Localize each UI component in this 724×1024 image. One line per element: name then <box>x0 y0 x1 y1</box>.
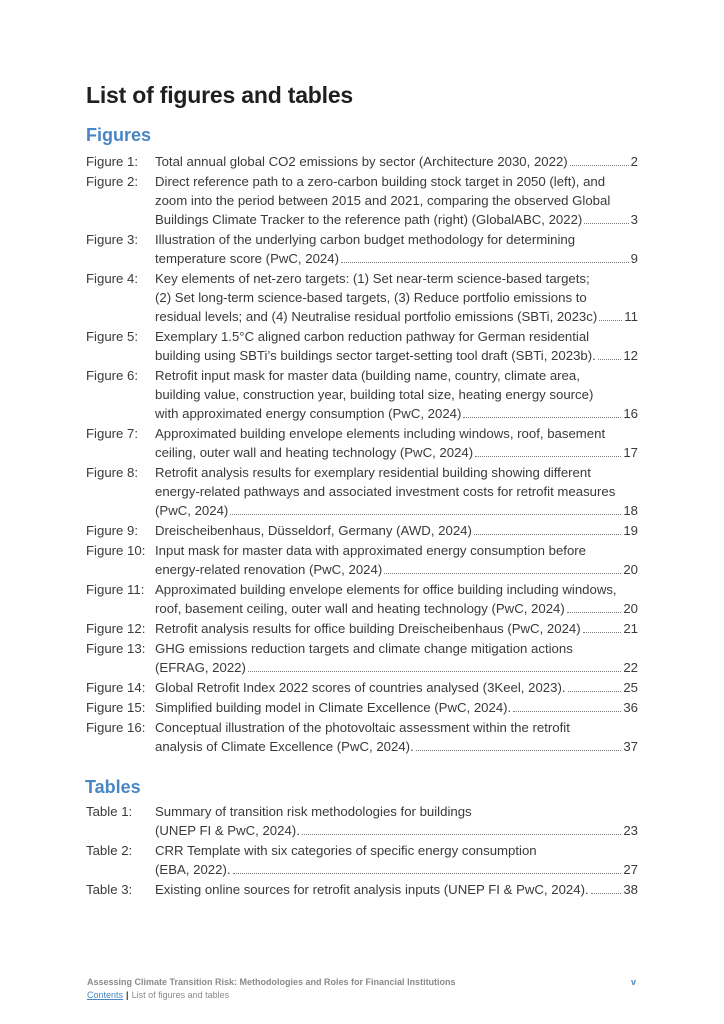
dot-leader <box>475 456 621 457</box>
figure-label: Figure 8: <box>86 465 139 480</box>
figure-caption-line: Approximated building envelope elements for office building including windows, <box>155 582 617 597</box>
figure-caption-line: Illustration of the underlying carbon budget methodology for determining <box>155 232 576 247</box>
table-caption-line: Summary of transition risk methodologies for buildings <box>155 804 472 819</box>
table-entry-2[interactable] <box>86 841 638 879</box>
figure-entry-8[interactable] <box>86 463 638 520</box>
tables-heading: Tables <box>85 777 141 797</box>
figure-entry-10[interactable] <box>86 541 638 579</box>
figure-entry-14[interactable] <box>86 678 638 697</box>
footer <box>87 977 638 1000</box>
figure-caption-line: Retrofit input mask for master data (building name, country, climate area, <box>155 368 580 383</box>
figure-caption <box>155 521 638 540</box>
table-caption-line: (UNEP FI & PwC, 2024). <box>155 823 300 838</box>
figure-label: Figure 1: <box>86 154 139 169</box>
figure-page-number[interactable]: 18 <box>623 503 638 518</box>
figure-label: Figure 10: <box>86 543 146 558</box>
figure-caption-last-line <box>155 152 638 171</box>
dot-leader <box>598 359 622 360</box>
figure-page-number[interactable]: 16 <box>623 406 638 421</box>
dot-leader <box>233 873 622 874</box>
figure-page-number[interactable]: 11 <box>624 309 638 324</box>
dot-leader <box>584 223 628 224</box>
figure-label: Figure 12: <box>86 621 146 636</box>
figure-page-number[interactable]: 2 <box>630 154 638 169</box>
figure-page-number[interactable]: 22 <box>623 660 638 675</box>
figure-caption <box>155 718 638 756</box>
figure-page-number[interactable]: 3 <box>630 212 638 227</box>
figure-caption-line: (EFRAG, 2022) <box>155 660 246 675</box>
figure-caption-line: Retrofit analysis results for exemplary residential building showing different <box>155 465 591 480</box>
figure-caption-line: (PwC, 2024) <box>155 503 229 518</box>
figure-caption <box>155 152 638 171</box>
figure-caption-line: with approximated energy consumption (PwC, 2024) <box>155 406 462 421</box>
figure-entry-3[interactable] <box>86 230 638 268</box>
figure-page-number[interactable]: 36 <box>623 700 638 715</box>
figure-label: Figure 15: <box>86 700 146 715</box>
figure-caption-line: (2) Set long-term science-based targets, (3) Reduce portfolio emissions to <box>155 290 587 305</box>
figure-label: Figure 2: <box>86 174 139 189</box>
figure-label: Figure 16: <box>86 720 146 735</box>
figure-caption-line: Retrofit analysis results for office building Dreischeibenhaus (PwC, 2024) <box>155 621 581 636</box>
figure-caption <box>155 541 638 579</box>
figure-page-number[interactable]: 20 <box>623 601 638 616</box>
figure-page-number[interactable]: 37 <box>623 739 638 754</box>
dot-leader <box>591 893 622 894</box>
tables-list <box>86 802 638 900</box>
dot-leader <box>463 417 621 418</box>
figure-page-number[interactable]: 19 <box>623 523 638 538</box>
figure-caption-last-line <box>155 346 638 365</box>
dot-leader <box>248 671 621 672</box>
figure-caption-line: analysis of Climate Excellence (PwC, 2024). <box>155 739 414 754</box>
figure-caption-line: energy-related pathways and associated investment costs for retrofit measures <box>155 484 616 499</box>
figure-caption-last-line <box>155 599 638 618</box>
figure-entry-11[interactable] <box>86 580 638 618</box>
table-label: Table 3: <box>86 882 133 897</box>
figure-caption-line: temperature score (PwC, 2024) <box>155 251 339 266</box>
figure-caption <box>155 619 638 638</box>
figure-label: Figure 11: <box>86 582 145 597</box>
figure-page-number[interactable]: 25 <box>623 680 638 695</box>
page-title: List of figures and tables <box>86 82 354 108</box>
figure-page-number[interactable]: 20 <box>623 562 638 577</box>
figure-caption-last-line <box>155 737 638 756</box>
figure-caption-last-line <box>155 443 638 462</box>
figure-page-number[interactable]: 17 <box>623 445 638 460</box>
figure-caption-line: building using SBTi’s buildings sector target-setting tool draft (SBTi, 2023b). <box>155 348 596 363</box>
figure-label: Figure 13: <box>86 641 146 656</box>
figure-entry-12[interactable] <box>86 619 638 638</box>
figure-caption <box>155 678 638 697</box>
figure-label: Figure 4: <box>86 271 139 286</box>
figure-caption-last-line <box>155 210 638 229</box>
figure-caption-line: Global Retrofit Index 2022 scores of countries analysed (3Keel, 2023). <box>155 680 566 695</box>
dot-leader <box>513 711 621 712</box>
figure-caption-last-line <box>155 307 638 326</box>
figure-entry-2[interactable] <box>86 172 638 229</box>
breadcrumb-contents-link[interactable]: Contents <box>87 990 124 1000</box>
figure-caption-line: residual levels; and (4) Neutralise residual portfolio emissions (SBTi, 2023c) <box>155 309 598 324</box>
breadcrumb-current: List of figures and tables <box>131 990 230 1000</box>
figure-caption-last-line <box>155 249 638 268</box>
figure-caption-last-line <box>155 501 638 520</box>
breadcrumb-separator: | <box>126 990 129 1000</box>
figure-caption-line: Input mask for master data with approximated energy consumption before <box>155 543 587 558</box>
figure-caption-last-line <box>155 678 638 697</box>
figure-caption-line: Direct reference path to a zero-carbon building stock target in 2050 (left), and <box>155 174 606 189</box>
figure-caption-line: Total annual global CO2 emissions by sector (Architecture 2030, 2022) <box>155 154 568 169</box>
figure-caption-last-line <box>155 619 638 638</box>
figure-caption-line: GHG emissions reduction targets and climate change mitigation actions <box>155 641 573 656</box>
table-caption-line: (EBA, 2022). <box>155 862 231 877</box>
dot-leader <box>384 573 621 574</box>
dot-leader <box>568 691 622 692</box>
table-caption-last-line <box>155 821 638 840</box>
table-caption <box>155 841 638 879</box>
table-caption-line: CRR Template with six categories of specific energy consumption <box>155 843 537 858</box>
figure-page-number[interactable]: 21 <box>623 621 638 636</box>
figure-caption-line: Conceptual illustration of the photovoltaic assessment within the retrofit <box>155 720 570 735</box>
figure-caption <box>155 366 638 423</box>
footer-page-number: v <box>630 977 636 987</box>
figure-caption-line: Exemplary 1.5°C aligned carbon reduction pathway for German residential <box>155 329 590 344</box>
figure-caption <box>155 230 638 268</box>
table-caption <box>155 802 638 840</box>
figure-entry-7[interactable] <box>86 424 638 462</box>
table-caption-line: Existing online sources for retrofit analysis inputs (UNEP FI & PwC, 2024). <box>155 882 589 897</box>
figure-caption-line: Approximated building envelope elements including windows, roof, basement <box>155 426 606 441</box>
figure-caption-line: Dreischeibenhaus, Düsseldorf, Germany (AWD, 2024) <box>155 523 472 538</box>
table-caption-last-line <box>155 860 638 879</box>
figure-caption-line: roof, basement ceiling, outer wall and heating technology (PwC, 2024) <box>155 601 565 616</box>
table-label: Table 1: <box>86 804 133 819</box>
figure-entry-4[interactable] <box>86 269 638 326</box>
figure-entry-15[interactable] <box>86 698 638 717</box>
dot-leader <box>302 834 621 835</box>
dot-leader <box>570 165 629 166</box>
footer-breadcrumb <box>87 990 638 1000</box>
figure-entry-13[interactable] <box>86 639 638 677</box>
table-label: Table 2: <box>86 843 133 858</box>
figure-caption <box>155 639 638 677</box>
figure-caption-last-line <box>155 560 638 579</box>
figure-caption <box>155 463 638 520</box>
figure-caption-last-line <box>155 698 638 717</box>
figure-label: Figure 7: <box>86 426 139 441</box>
dot-leader <box>341 262 629 263</box>
dot-leader <box>599 320 622 321</box>
dot-leader <box>583 632 622 633</box>
dot-leader <box>416 750 622 751</box>
figure-label: Figure 5: <box>86 329 139 344</box>
table-entry-1[interactable] <box>86 802 638 840</box>
table-caption <box>155 880 638 899</box>
figure-caption-line: zoom into the period between 2015 and 2021, comparing the observed Global <box>155 193 611 208</box>
figure-caption-last-line <box>155 521 638 540</box>
footer-document-title: Assessing Climate Transition Risk: Methodologies and Roles for Financial Institutions <box>87 977 456 987</box>
figures-heading: Figures <box>86 125 152 145</box>
figure-caption <box>155 269 638 326</box>
figure-entry-9[interactable] <box>86 521 638 540</box>
figure-label: Figure 6: <box>86 368 139 383</box>
figure-caption-line: Simplified building model in Climate Excellence (PwC, 2024). <box>155 700 512 715</box>
table-page-number[interactable]: 38 <box>623 882 638 897</box>
dot-leader <box>567 612 622 613</box>
figure-entry-6[interactable] <box>86 366 638 423</box>
figure-label: Figure 14: <box>86 680 146 695</box>
figure-label: Figure 3: <box>86 232 139 247</box>
figure-caption-line: Key elements of net-zero targets: (1) Set near-term science-based targets; <box>155 271 590 286</box>
figure-entry-16[interactable] <box>86 718 638 756</box>
figure-page-number[interactable]: 12 <box>623 348 638 363</box>
figure-page-number[interactable]: 9 <box>630 251 638 266</box>
dot-leader <box>230 514 621 515</box>
table-page-number[interactable]: 27 <box>623 862 638 877</box>
figure-caption-line: energy-related renovation (PwC, 2024) <box>155 562 383 577</box>
table-entry-3[interactable] <box>86 880 638 899</box>
figure-caption <box>155 172 638 229</box>
figure-entry-1[interactable] <box>86 152 638 171</box>
figures-list <box>86 152 638 757</box>
figure-caption-last-line <box>155 404 638 423</box>
figure-caption-line: building value, construction year, building total size, heating energy source) <box>155 387 594 402</box>
table-page-number[interactable]: 23 <box>623 823 638 838</box>
figure-caption <box>155 698 638 717</box>
figure-caption <box>155 327 638 365</box>
figure-caption-line: Buildings Climate Tracker to the reference path (right) (GlobalABC, 2022) <box>155 212 583 227</box>
figure-caption <box>155 424 638 462</box>
figure-caption <box>155 580 638 618</box>
figure-caption-last-line <box>155 658 638 677</box>
dot-leader <box>474 534 621 535</box>
table-caption-last-line <box>155 880 638 899</box>
figure-entry-5[interactable] <box>86 327 638 365</box>
figure-caption-line: ceiling, outer wall and heating technology (PwC, 2024) <box>155 445 474 460</box>
figure-label: Figure 9: <box>86 523 139 538</box>
